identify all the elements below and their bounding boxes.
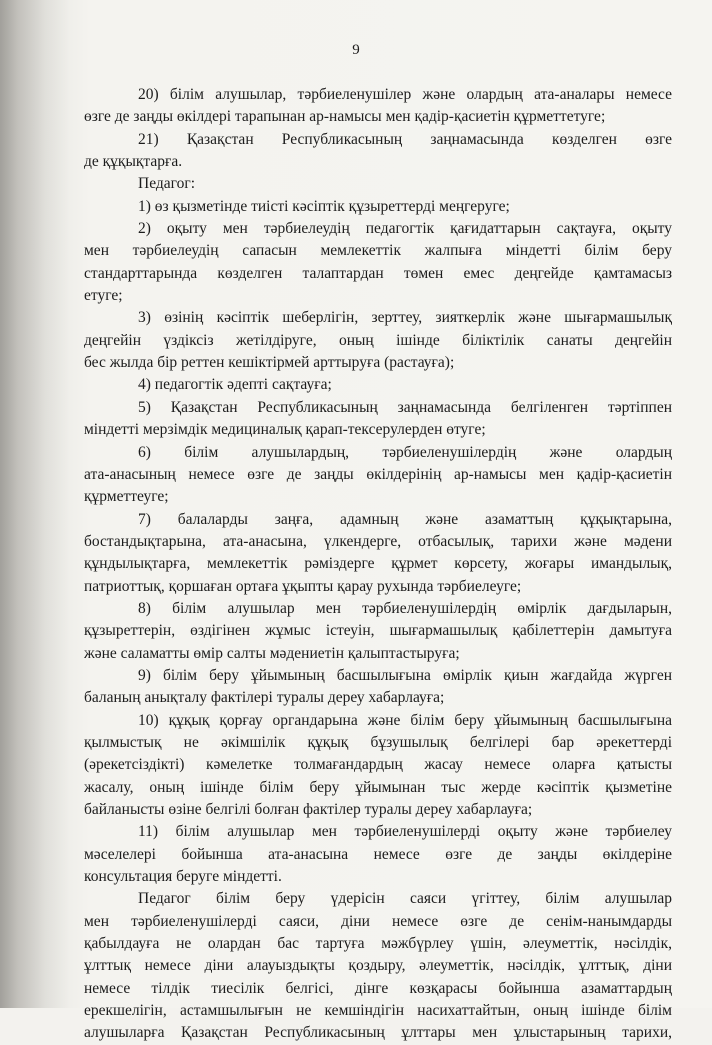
text-line: 9) білім беру ұйымының басшылығына өмірлік қиын жағдайда жүрген xyxy=(138,666,672,684)
text-line: 5) Қазақстан Республикасының заңнамасында белгіленген тәртіппен xyxy=(138,398,672,416)
text-line: бостандықтарына, ата-анасына, үлкендерге, отбасылық, тарихи және мәдени xyxy=(84,532,672,550)
text-line: және саламатты өмір салты мәдениетін қалыптастыруға; xyxy=(84,644,460,662)
document-body xyxy=(84,84,672,1045)
text-line: (әрекетсіздікті) кәмелетке толмағандардың жасау немесе оларға қатысты xyxy=(84,756,672,774)
text-line: ерекшелігін, астамшылығын не кемшіндігін насихаттайтын, оның ішінде білім xyxy=(84,1002,672,1020)
scan-shadow xyxy=(0,0,70,1008)
text-line: баланың анықталу фактілері туралы дереу хабарлауға; xyxy=(84,689,445,707)
text-line: деңгейін үздіксіз жетілдіруге, оның ішінде біліктілік санаты деңгейін xyxy=(84,331,672,349)
text-line: жасалу, оның ішінде білім беру ұйымынан тыс жерде кәсіптік қызметіне xyxy=(84,778,672,796)
page-number: 9 xyxy=(352,42,360,58)
text-line: 1) өз қызметінде тиісті кәсіптік құзыреттерді меңгеруге; xyxy=(138,197,510,215)
text-line: де құқықтарға. xyxy=(84,153,183,171)
text-line: 3) өзінің кәсіптік шеберлігін, зерттеу, зияткерлік және шығармашылық xyxy=(138,309,672,327)
text-line: құрметтеуге; xyxy=(84,488,169,506)
text-line: 20) білім алушылар, тәрбиеленушілер және олардың ата-аналары немесе xyxy=(138,86,672,103)
text-line: 2) оқыту мен тәрбиелеудің педагогтік қағидаттарын сақтауға, оқыту xyxy=(138,220,672,238)
text-line: алушыларға Қазақстан Республикасының ұлттары мен ұлыстарының тарихи, xyxy=(84,1024,672,1042)
text-line: 10) құқық қорғау органдарына және білім беру ұйымының басшылығына xyxy=(138,711,672,729)
text-line: құзыреттерін, өздігінен жұмыс істеуін, шығармашылық қабілеттерін дамытуға xyxy=(84,622,672,640)
text-line: ұлттық немесе діни алауыздықты қоздыру, әлеуметтік, нәсілдік, ұлттық, діни xyxy=(84,957,672,975)
text-line: қабылдауға не олардан бас тартуға мәжбүрлеу үшін, әлеуметтік, нәсілдік, xyxy=(84,935,672,953)
text-line: мен тәрбиелеудің сапасын мемлекеттік жалпыға міндетті білім беру xyxy=(84,242,672,260)
text-line: бес жылда бір реттен кешіктірмей арттыруға (растауға); xyxy=(84,354,455,372)
text-line: Педагог білім беру үдерісін саяси үгіттеу, білім алушылар xyxy=(138,890,672,908)
text-line: 8) білім алушылар мен тәрбиеленушілердің өмірлік дағдыларын, xyxy=(138,599,672,617)
text-line: 7) балаларды заңға, адамның және азаматтың құқықтарына, xyxy=(138,510,672,528)
text-line: міндетті мерзімдік медициналық қарап-тексерулерден өтуге; xyxy=(84,421,486,439)
text-line: етуге; xyxy=(84,287,123,305)
text-line: өзге де заңды өкілдері тарапынан ар-намысы мен қадір-қасиетін құрметтетуге; xyxy=(84,108,606,126)
text-line: консультация беруге міндетті. xyxy=(84,868,282,886)
text-line: Педагог: xyxy=(138,175,196,193)
text-line: стандарттарында көзделген талаптардан төмен емес деңгейде қамтамасыз xyxy=(84,264,672,282)
text-line: 21) Қазақстан Республикасының заңнамасында көзделген өзге xyxy=(138,130,672,148)
text-line: байланысты өзіне белгілі болған фактілер туралы дереу хабарлауға; xyxy=(84,801,533,818)
text-line: 4) педагогтік әдепті сақтауға; xyxy=(138,376,332,394)
text-line: немесе тілдік тиесілік белгісі, дінге көзқарасы бойынша азаматтардың xyxy=(84,979,672,997)
text-line: мен тәрбиеленушілерді саяси, діни немесе өзге де сенім-нанымдарды xyxy=(84,912,672,930)
text-line: мәселелері бойынша ата-анасына немесе өзге де заңды өкілдеріне xyxy=(84,845,672,863)
text-line: 6) білім алушылардың, тәрбиеленушілердің және олардың xyxy=(138,443,672,461)
text-line: құндылықтарға, мемлекеттік рәміздерге құрмет көрсету, жоғары имандылық, xyxy=(84,555,672,573)
text-line: 11) білім алушылар мен тәрбиеленушілерді оқыту және тәрбиелеу xyxy=(138,823,672,841)
text-line: қылмыстық не әкімшілік құқық бұзушылық белгілері бар әрекеттерді xyxy=(84,733,672,751)
text-line: патриоттық, қоршаған ортаға ұқыпты қарау рухында тәрбиелеуге; xyxy=(84,577,522,595)
text-line: ата-анасының немесе өзге де заңды өкілдерінің ар-намысы мен қадір-қасиетін xyxy=(84,465,672,483)
